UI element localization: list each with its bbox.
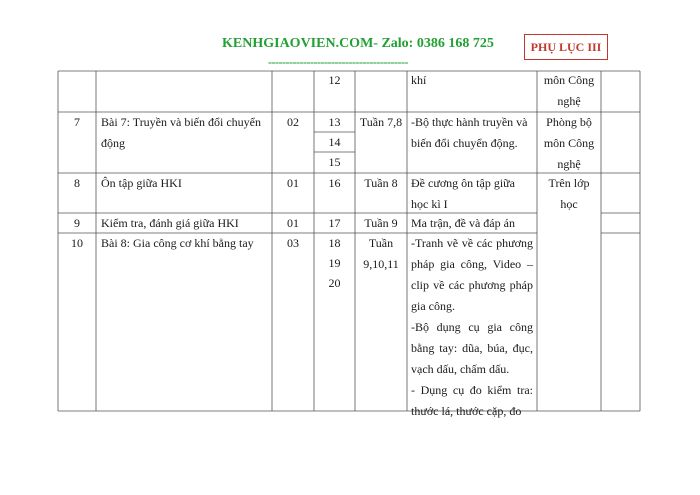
lesson-cell: Bài 8: Gia công cơ khí bằng tay	[101, 236, 254, 250]
period-number: 12	[328, 73, 341, 87]
place-cell: Phòng bộ môn Công nghệ	[543, 115, 595, 171]
periods-cell: 01	[287, 216, 299, 230]
period-number: 13	[328, 115, 341, 129]
header-underline: ----------------------------------------	[268, 55, 408, 69]
period-number: 19	[328, 256, 341, 270]
week-cell: Tuần 9	[364, 216, 398, 230]
period-number: 18	[328, 236, 341, 250]
stt-cell: 8	[74, 176, 80, 190]
stt-cell: 10	[71, 236, 83, 250]
lesson-cell: Ôn tập giữa HKI	[101, 176, 182, 190]
week-cell: Tuần 9,10,11	[363, 236, 399, 271]
equipment-cell: -Bộ thực hành truyền và biến đổi chuyển động.	[411, 115, 528, 150]
place-cell: môn Công nghệ	[543, 73, 595, 108]
equipment-cell: -Tranh vẽ về các phương pháp gia công, Video – clip về các phương pháp gia công.	[411, 236, 533, 313]
lesson-cell: Bài 7: Truyền và biến đổi chuyển động	[101, 115, 261, 150]
equipment-cell: -Bộ dụng cụ gia công bằng tay: dũa, búa, đục, vạch dấu, chấm dấu.	[411, 320, 533, 376]
place-cell: Trên lớp học	[548, 176, 590, 211]
equipment-cell: Ma trận, đề và đáp án	[411, 216, 515, 230]
stt-cell: 9	[74, 216, 80, 230]
periods-cell: 01	[287, 176, 299, 190]
stt-cell: 7	[74, 115, 80, 129]
site-watermark: KENHGIAOVIEN.COM- Zalo: 0386 168 725	[222, 36, 494, 51]
period-number: 16	[328, 176, 341, 190]
period-number: 14	[328, 135, 341, 149]
week-cell: Tuần 8	[364, 176, 398, 190]
lesson-cell: Kiểm tra, đánh giá giữa HKI	[101, 216, 239, 230]
equipment-cell: - Dụng cụ đo kiểm tra: thước lá, thước cặp, đo	[411, 383, 533, 418]
periods-cell: 02	[287, 115, 299, 129]
equipment-cell: khí	[411, 73, 427, 87]
periods-cell: 03	[287, 236, 299, 250]
equipment-cell: Đề cương ôn tập giữa học kì I	[411, 176, 515, 211]
period-number: 20	[328, 276, 341, 290]
period-number: 17	[328, 216, 341, 230]
appendix-label: PHỤ LỤC III	[524, 34, 608, 60]
week-cell: Tuần 7,8	[359, 115, 403, 129]
period-number: 15	[328, 155, 341, 169]
